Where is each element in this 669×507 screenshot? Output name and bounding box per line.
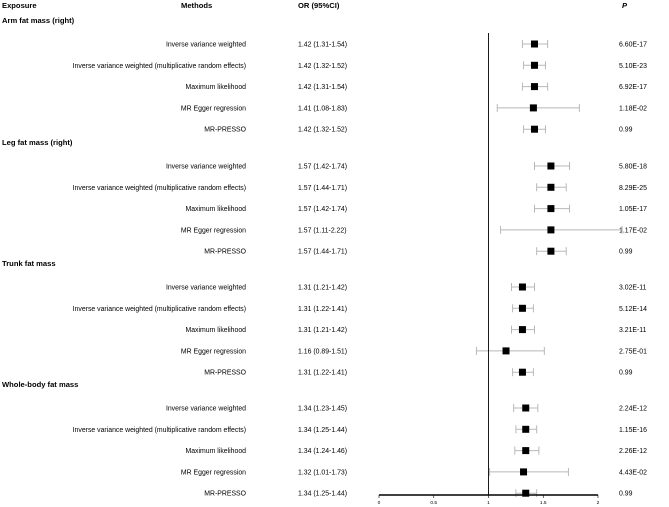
method-label: MR Egger regression xyxy=(180,469,246,477)
p-value: 0.99 xyxy=(619,248,633,256)
p-value: 4.43E-02 xyxy=(619,469,647,477)
or-ci-label: 1.31 (1.21-1.42) xyxy=(298,327,348,335)
table-rows xyxy=(2,16,647,498)
method-label: MR Egger regression xyxy=(180,348,246,356)
point-estimate xyxy=(531,62,538,69)
header-methods: Methods xyxy=(181,1,213,10)
group-title: Trunk fat mass xyxy=(2,259,56,268)
p-value: 2.26E-12 xyxy=(619,448,647,456)
or-ci-label: 1.57 (1.42-1.74) xyxy=(298,163,348,171)
or-ci-label: 1.57 (1.44-1.71) xyxy=(298,248,348,256)
or-ci-label: 1.31 (1.21-1.42) xyxy=(298,284,348,292)
point-estimate xyxy=(547,205,554,212)
p-value: 1.15E-16 xyxy=(619,426,647,434)
method-label: Inverse variance weighted (multiplicative random effects) xyxy=(72,426,246,434)
p-value: 6.92E-17 xyxy=(619,84,647,92)
point-estimate xyxy=(520,468,527,475)
p-value: 5.80E-18 xyxy=(619,163,647,171)
or-ci-label: 1.57 (1.42-1.74) xyxy=(298,206,348,214)
point-estimate xyxy=(547,226,554,233)
group-title: Leg fat mass (right) xyxy=(2,138,73,147)
p-value: 0.99 xyxy=(619,369,633,377)
method-label: Inverse variance weighted xyxy=(165,405,246,413)
point-estimate xyxy=(503,347,510,354)
p-value: 1.18E-02 xyxy=(619,105,647,113)
or-ci-label: 1.42 (1.32-1.52) xyxy=(298,126,348,134)
method-label: Inverse variance weighted xyxy=(165,41,246,49)
or-ci-label: 1.41 (1.08-1.83) xyxy=(298,105,348,113)
or-ci-label: 1.34 (1.23-1.45) xyxy=(298,405,348,413)
x-tick-label: 1 xyxy=(487,501,490,506)
point-estimate xyxy=(547,184,554,191)
or-ci-label: 1.57 (1.44-1.71) xyxy=(298,184,348,192)
x-tick-label: 0 xyxy=(377,501,381,506)
method-label: Inverse variance weighted xyxy=(165,284,246,292)
p-value: 8.29E-25 xyxy=(619,184,647,192)
or-ci-label: 1.34 (1.25-1.44) xyxy=(298,490,348,498)
x-tick-label: 0.5 xyxy=(430,501,438,506)
point-estimate xyxy=(519,369,526,376)
point-estimate xyxy=(530,104,537,111)
p-value: 3.02E-11 xyxy=(619,284,647,292)
or-ci-label: 1.34 (1.24-1.46) xyxy=(298,448,348,456)
point-estimate xyxy=(547,163,554,170)
method-label: MR Egger regression xyxy=(180,105,246,113)
or-ci-label: 1.57 (1.11-2.22) xyxy=(298,227,347,235)
point-estimate xyxy=(522,447,529,454)
point-estimate xyxy=(547,248,554,255)
method-label: Maximum likelihood xyxy=(185,206,246,214)
method-label: Inverse variance weighted (multiplicative random effects) xyxy=(72,62,246,70)
point-estimate xyxy=(522,405,529,412)
or-ci-label: 1.42 (1.31-1.54) xyxy=(298,41,348,49)
or-ci-label: 1.42 (1.31-1.54) xyxy=(298,84,348,92)
point-estimate xyxy=(519,326,526,333)
point-estimate xyxy=(531,83,538,90)
method-label: MR-PRESSO xyxy=(204,248,246,256)
header-exposure: Exposure xyxy=(2,1,37,10)
or-ci-label: 1.16 (0.89-1.51) xyxy=(298,348,348,356)
p-value: 0.99 xyxy=(619,126,633,134)
group-title: Whole-body fat mass xyxy=(2,380,79,389)
point-estimate xyxy=(519,284,526,291)
p-value: 6.60E-17 xyxy=(619,41,647,49)
method-label: Inverse variance weighted (multiplicative random effects) xyxy=(72,184,246,192)
method-label: Inverse variance weighted xyxy=(165,163,246,171)
method-label: Inverse variance weighted (multiplicative random effects) xyxy=(72,305,246,313)
method-label: Maximum likelihood xyxy=(185,84,246,92)
group-title: Arm fat mass (right) xyxy=(2,16,75,25)
p-value: 1.17E-02 xyxy=(619,227,647,235)
p-value: 0.99 xyxy=(619,490,633,498)
p-value: 3.21E-11 xyxy=(619,327,647,335)
or-ci-label: 1.34 (1.25-1.44) xyxy=(298,426,348,434)
header-p: P xyxy=(622,1,628,10)
method-label: MR-PRESSO xyxy=(204,369,246,377)
plot-area xyxy=(378,33,622,506)
or-ci-label: 1.31 (1.22-1.41) xyxy=(298,305,348,313)
point-estimate xyxy=(531,41,538,48)
header-or: OR (95%CI) xyxy=(298,1,340,10)
or-ci-label: 1.32 (1.01-1.73) xyxy=(298,469,348,477)
point-estimate xyxy=(519,305,526,312)
or-ci-label: 1.42 (1.32-1.52) xyxy=(298,62,348,70)
method-label: MR-PRESSO xyxy=(204,126,246,134)
x-tick-label: 1.5 xyxy=(539,501,547,506)
method-label: MR Egger regression xyxy=(180,227,246,235)
p-value: 2.24E-12 xyxy=(619,405,647,413)
p-value: 1.05E-17 xyxy=(619,206,647,214)
x-tick-label: 2 xyxy=(596,501,600,506)
p-value: 5.12E-14 xyxy=(619,305,647,313)
method-label: Maximum likelihood xyxy=(185,448,246,456)
p-value: 5.10E-23 xyxy=(619,62,647,70)
or-ci-label: 1.31 (1.22-1.41) xyxy=(298,369,348,377)
method-label: MR-PRESSO xyxy=(204,490,246,498)
point-estimate xyxy=(522,426,529,433)
p-value: 2.75E-01 xyxy=(619,348,647,356)
method-label: Maximum likelihood xyxy=(185,327,246,335)
point-estimate xyxy=(531,126,538,133)
